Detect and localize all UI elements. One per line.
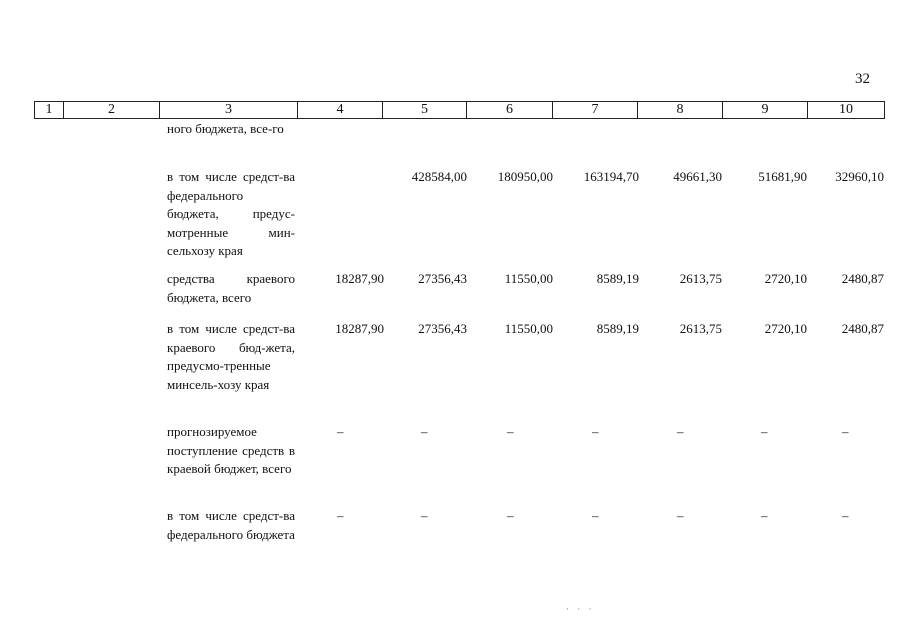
column-header-table (34, 101, 885, 119)
value-cell: 2613,75 (679, 271, 722, 286)
value-cell: – (421, 424, 428, 439)
value-cell: – (337, 424, 344, 439)
value-cell: – (507, 508, 514, 523)
scan-noise: · · · (566, 604, 595, 614)
value-cell: – (677, 508, 684, 523)
header-cell: 6 (467, 102, 553, 119)
header-cell: 8 (638, 102, 723, 119)
value-cell: – (337, 508, 344, 523)
value-cell: 8589,19 (596, 271, 639, 286)
value-cell: – (592, 508, 599, 523)
header-cell: 7 (553, 102, 638, 119)
header-cell: 2 (64, 102, 160, 119)
value-cell: – (421, 508, 428, 523)
page-number: 32 (855, 71, 870, 87)
value-cell: – (842, 424, 849, 439)
value-cell: 2480,87 (841, 321, 884, 336)
value-cell: – (761, 508, 768, 523)
value-cell: 180950,00 (497, 169, 553, 184)
row-description: в том числе средст-ва федерального бюджета (167, 508, 295, 542)
header-cell: 1 (35, 102, 64, 119)
header-cell: 5 (383, 102, 467, 119)
row-description: прогнозируемое поступление средств в краевой бюджет, всего (167, 424, 295, 476)
value-cell: – (677, 424, 684, 439)
value-cell: – (507, 424, 514, 439)
header-cell: 10 (808, 102, 885, 119)
header-row (35, 102, 885, 119)
value-cell: 32960,10 (835, 169, 884, 184)
value-cell: 11550,00 (504, 321, 553, 336)
row-description: в том числе средст-ва федерального бюджета, предус-мотренные мин-сельхозу края (167, 169, 295, 258)
header-cell: 4 (298, 102, 383, 119)
value-cell: 27356,43 (418, 321, 467, 336)
value-cell: 163194,70 (583, 169, 639, 184)
value-cell: 49661,30 (673, 169, 722, 184)
header-cell: 3 (160, 102, 298, 119)
value-cell: 2480,87 (841, 271, 884, 286)
value-cell: – (761, 424, 768, 439)
value-cell: 18287,90 (335, 271, 384, 286)
value-cell: 11550,00 (504, 271, 553, 286)
value-cell: – (592, 424, 599, 439)
row-description: ного бюджета, все-го (167, 121, 284, 136)
value-cell: 18287,90 (335, 321, 384, 336)
value-cell: – (842, 508, 849, 523)
value-cell: 2720,10 (764, 321, 807, 336)
value-cell: 8589,19 (596, 321, 639, 336)
value-cell: 2720,10 (764, 271, 807, 286)
value-cell: 27356,43 (418, 271, 467, 286)
value-cell: 2613,75 (679, 321, 722, 336)
value-cell: 51681,90 (758, 169, 807, 184)
header-cell: 9 (723, 102, 808, 119)
row-description: средства краевого бюджета, всего (167, 271, 295, 305)
value-cell: 428584,00 (411, 169, 467, 184)
row-description: в том числе средст-ва краевого бюд-жета, предусмо-тренные минсель-хозу края (167, 321, 295, 392)
